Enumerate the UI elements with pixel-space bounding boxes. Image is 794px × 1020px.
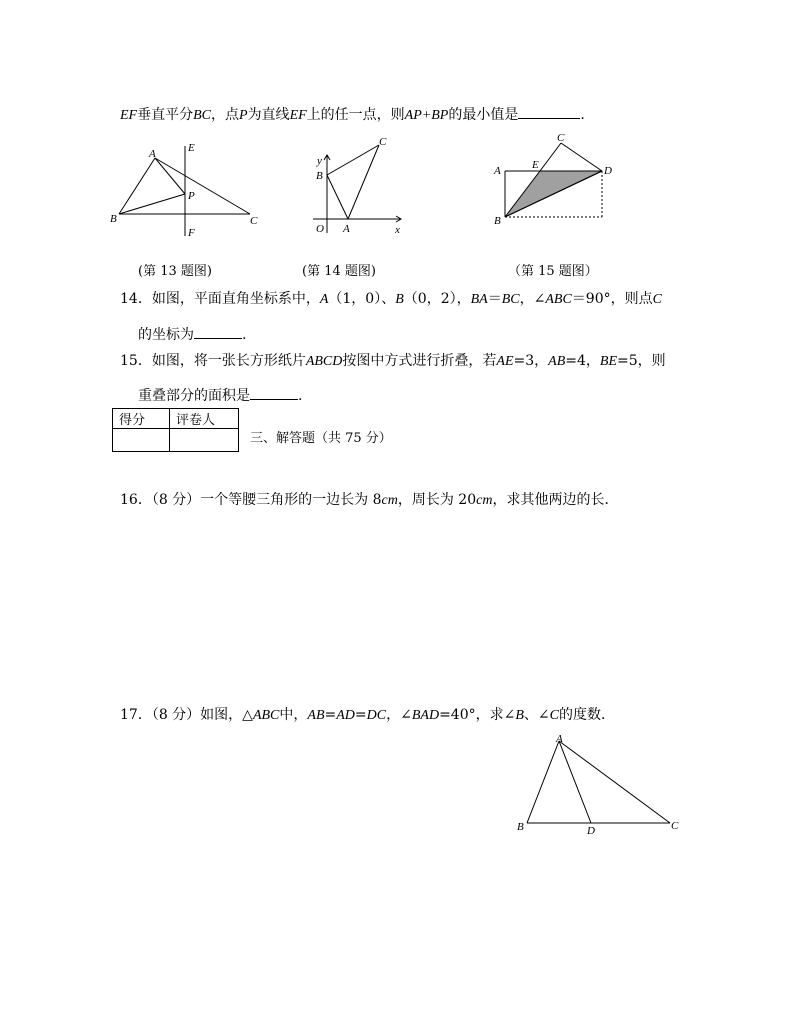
text-segment: 15．如图，将一张长方形纸片 — [120, 353, 306, 369]
text-segment: 按图中方式进行折叠，若 — [342, 353, 497, 369]
q14-segments — [120, 291, 662, 307]
text-segment: BC — [501, 292, 520, 307]
text-segment: BAD — [411, 708, 440, 723]
text-segment: =40°，求∠ — [439, 707, 516, 723]
text-segment: AP+BP — [404, 108, 449, 123]
text-segment: ABCD — [305, 354, 343, 369]
fig17-label-b: B — [517, 821, 524, 833]
fig13-label-f: F — [188, 227, 195, 239]
text-segment: BC — [193, 108, 211, 123]
text-segment: cm — [476, 493, 493, 508]
text-segment: =5，则 — [617, 353, 666, 369]
text-segment: ，∠ — [519, 291, 546, 307]
fig13-segment-ac — [155, 158, 250, 214]
text-segment: C — [549, 708, 559, 723]
fig14-label-c: C — [379, 136, 387, 148]
section3-title: 三、解答题（共 75 分） — [250, 431, 392, 446]
text-segment: A — [319, 292, 329, 307]
fig14-label-x: x — [395, 224, 400, 236]
text-segment: =3， — [513, 353, 549, 369]
fig17-label-d: D — [587, 825, 595, 837]
figure-15 — [488, 130, 613, 230]
q13-answer-blank[interactable] — [518, 104, 580, 119]
fig17-label-c: C — [671, 820, 679, 832]
text-segment: 17．（8 分）如图，△ — [120, 707, 253, 723]
fig17-label-a: A — [556, 733, 563, 745]
score-header: 得分 — [113, 409, 170, 429]
fig14-label-a: A — [343, 223, 350, 235]
text-segment: ，点 — [211, 107, 239, 123]
text-segment: AB — [307, 708, 325, 723]
text-segment: ABC — [545, 292, 572, 307]
text-segment: ，求其他两边的长． — [492, 492, 619, 508]
q13-text: EF垂直平分BC，点P为直线EF上的任一点，则AP+BP的最小值是 . — [120, 104, 585, 125]
fig17-segment-ab — [527, 741, 559, 823]
text-segment: C — [652, 292, 662, 307]
fig13-segment-bp — [119, 194, 185, 214]
text-segment: 的度数． — [558, 707, 615, 723]
caption-fig14: (第 14 题图) — [302, 264, 376, 279]
q14-line1 — [120, 290, 662, 309]
fig15-segment-ec — [540, 143, 561, 171]
text-segment: 16．（8 分）一个等腰三角形的一边长为 8 — [120, 492, 382, 508]
fig14-label-b: B — [316, 170, 323, 182]
text-segment: 、∠ — [523, 707, 550, 723]
q17-segments — [120, 707, 615, 723]
q14-answer-blank[interactable] — [194, 324, 242, 339]
fig13-label-a: A — [149, 148, 156, 160]
text-segment: = — [354, 707, 367, 723]
text-segment: 上的任一点，则 — [306, 107, 405, 123]
text-segment: B — [515, 708, 524, 723]
text-segment: P — [239, 108, 248, 123]
text-segment: ＝ — [487, 291, 502, 307]
fig13-label-e: E — [188, 142, 195, 154]
fig15-label-b: B — [494, 215, 501, 227]
text-segment: EF — [289, 108, 307, 123]
figure-13 — [100, 138, 270, 243]
caption-fig15: （第 15 题图） — [508, 264, 598, 279]
q16-segments — [120, 492, 618, 508]
q15-segments — [120, 353, 666, 369]
fig13-segment-ap — [155, 158, 185, 194]
score-cell[interactable] — [113, 429, 170, 452]
q17-text — [120, 706, 615, 725]
text-segment: ＝90°，则点 — [571, 291, 653, 307]
text-segment: cm — [381, 493, 398, 508]
text-segment: = — [324, 707, 337, 723]
fig14-label-y: y — [317, 155, 322, 167]
text-segment: B — [395, 292, 404, 307]
fig15-segment-cd — [561, 143, 602, 171]
text-segment: 垂直平分 — [137, 107, 194, 123]
figure-14 — [305, 135, 410, 240]
fig15-label-e: E — [532, 159, 539, 171]
text-segment: EF — [120, 108, 138, 123]
figure-17 — [510, 730, 685, 840]
text-segment: 的最小值是 — [448, 107, 519, 123]
fig15-label-a: A — [494, 165, 501, 177]
text-segment: 为直线 — [247, 107, 290, 123]
text-segment: ，周长为 20 — [397, 492, 477, 508]
text-segment: =4， — [565, 353, 600, 369]
q14-line2: 的坐标为 . — [138, 324, 246, 344]
q15-answer-blank[interactable] — [250, 385, 298, 400]
score-table — [112, 408, 239, 452]
fig14-segment-ba — [327, 175, 348, 219]
q15-line2: 重叠部分的面积是 . — [138, 385, 302, 405]
text-segment: BA — [470, 292, 488, 307]
fig14-segment-ac — [348, 145, 379, 219]
caption-fig13: (第 13 题图) — [138, 264, 212, 279]
text-segment: AB — [548, 354, 566, 369]
q16-text — [120, 491, 618, 510]
text-segment: （0，2）， — [403, 291, 471, 307]
fig17-segment-ac — [559, 741, 670, 823]
fig13-segment-ba — [119, 158, 155, 214]
fig14-segment-bc — [327, 145, 379, 175]
text-segment: （1，0）、 — [328, 291, 396, 307]
text-segment: AE — [496, 354, 514, 369]
fig15-label-d: D — [604, 165, 612, 177]
fig13-label-c: C — [250, 215, 258, 227]
q15-line1 — [120, 352, 666, 371]
fig14-label-o: O — [316, 223, 324, 235]
grader-cell[interactable] — [170, 429, 239, 452]
grader-header: 评卷人 — [170, 409, 239, 429]
fig13-label-p: P — [188, 190, 195, 202]
text-segment: 中， — [279, 707, 308, 723]
text-segment: DC — [366, 708, 387, 723]
text-segment: ，∠ — [386, 707, 412, 723]
fig15-label-c: C — [557, 132, 565, 144]
text-segment: BE — [599, 354, 617, 369]
fig13-label-b: B — [110, 213, 117, 225]
text-segment: 14．如图，平面直角坐标系中， — [120, 291, 320, 307]
text-segment: AD — [336, 708, 355, 723]
q13-segments — [120, 107, 518, 123]
text-segment: ABC — [252, 708, 280, 723]
